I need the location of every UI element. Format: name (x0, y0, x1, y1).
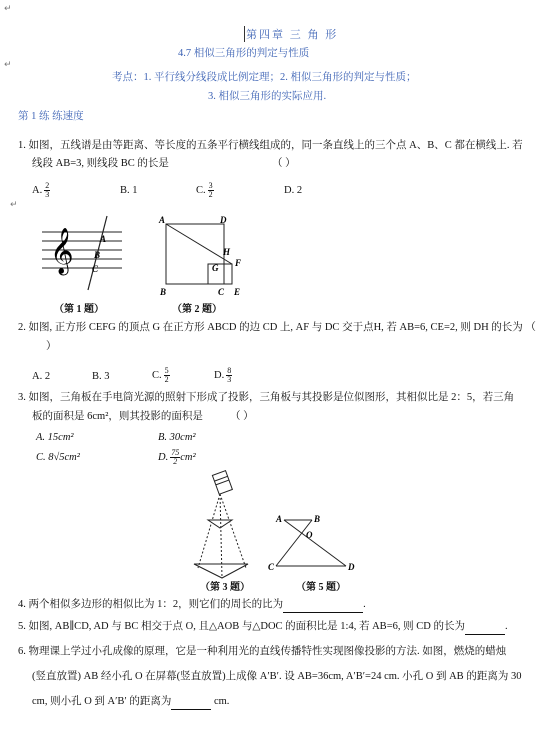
fraction: $\frac{5}{2}$ (164, 366, 169, 384)
q4-text: 4. 两个相似多边形的相似比为 1：2，则它们的周长的比为 . (18, 598, 366, 613)
staff-figure (38, 212, 124, 298)
q1-option-d[interactable]: D. 2 (284, 185, 303, 196)
figure-1-caption: （第 1 题） (54, 304, 104, 315)
fraction: $\frac{75}{2}$ (171, 448, 180, 466)
cross-label-c: C (268, 562, 275, 572)
focus-line-2: 3. 相似三角形的实际应用. (208, 91, 327, 102)
q3-text-line1: 3. 如图，三角板在手电筒光源的照射下形成了投影，三角板与其投影是位似图形，其相似比是 2：5，若三角 (18, 392, 515, 403)
q6-line1: 6. 物理课上学过小孔成像的原理，它是一种利用光的直线传播特性实现图像投影的方法. 如图，燃烧的蜡烛 (18, 646, 507, 657)
q3-option-b[interactable]: B. 30cm² (158, 432, 196, 443)
fraction: $\frac{2}{3}$ (45, 181, 50, 199)
lamp-figure (190, 468, 270, 590)
paragraph-mark: ↵ (4, 4, 12, 14)
q5-text: 5. 如图, AB∥CD, AD 与 BC 相交于点 O, 且△AOB 与△DOC 的面积比是 1:4, 若 AB=6, 则 CD 的长为 . (18, 620, 508, 635)
q3-option-a[interactable]: A. 15cm² (36, 432, 74, 443)
sq-label-e: E (234, 287, 241, 297)
q2-text-line2: ） (46, 341, 57, 352)
focus-line-1: 考点：1. 平行线分线段成比例定理；2. 相似三角形的判定与性质； (112, 72, 417, 83)
figure-2-caption: （第 2 题） (172, 304, 222, 315)
section-title: 4.7 相似三角形的判定与性质 (178, 48, 310, 59)
cross-label-b: B (314, 514, 321, 524)
cross-label-d: D (348, 562, 355, 572)
paragraph-mark: ↵ (4, 60, 12, 70)
cross-label-o: O (306, 530, 313, 540)
chapter-title: 第四章 三 角 形 (244, 26, 338, 42)
staff-label-c: C (92, 264, 99, 274)
paragraph-mark: ↵ (10, 200, 18, 210)
flashlight-icon (212, 471, 232, 495)
q6-line3: cm, 则小孔 O 到 A′B′ 的距离为 cm. (32, 695, 229, 710)
q3-paren: （ ） (230, 411, 254, 422)
fraction: $\frac{3}{2}$ (208, 181, 213, 199)
squares-figure (150, 212, 260, 302)
sq-label-d: D (220, 215, 227, 225)
sq-label-g: G (212, 263, 219, 273)
sq-label-c: C (218, 287, 225, 297)
fraction: $\frac{8}{3}$ (227, 366, 232, 384)
cross-label-a: A (276, 514, 283, 524)
staff-label-a: A (100, 234, 107, 244)
q1-paren: （ ） (272, 158, 296, 169)
q1-text-line2: 线段 AB=3, 则线段 BC 的长是 (32, 158, 169, 169)
sq-label-a: A (159, 215, 166, 225)
q6-answer-blank[interactable] (171, 695, 211, 710)
q1-option-c[interactable]: C. $\frac{3}{2}$ (196, 181, 213, 199)
staff-label-b: B (94, 250, 101, 260)
q2-text-line1: 2. 如图, 正方形 CEFG 的顶点 G 在正方形 ABCD 的边 CD 上, AF 与 DC 交于点H, 若 AB=6, CE=2, 则 DH 的长为 （ (18, 322, 536, 333)
practice-heading: 第 1 练 练速度 (18, 111, 84, 122)
q5-answer-blank[interactable] (465, 620, 505, 635)
q3-option-c[interactable]: C. 8√5cm² (36, 452, 80, 463)
q6-line2: (竖直放置) AB 经小孔 O 在屏幕(竖直放置)上成像 A′B′. 设 AB=36cm, A′B′=24 cm. 小孔 O 到 AB 的距离为 30 (32, 671, 522, 682)
sq-label-b: B (160, 287, 167, 297)
cross-figure (268, 508, 364, 574)
sq-label-f: F (235, 258, 242, 268)
q2-option-c[interactable]: C. $\frac{5}{2}$ (152, 366, 169, 384)
q1-option-b[interactable]: B. 1 (120, 185, 138, 196)
q3-option-d[interactable]: D. $\frac{75}{2}$ cm² (158, 448, 196, 466)
q3-text-line2: 板的面积是 6cm²，则其投影的面积是 (32, 411, 203, 422)
q2-option-a[interactable]: A. 2 (32, 371, 51, 382)
figure-3-caption: （第 3 题） (200, 582, 250, 593)
figure-5-caption: （第 5 题） (296, 582, 346, 593)
sq-label-h: H (223, 247, 231, 257)
q4-answer-blank[interactable] (283, 598, 363, 613)
q2-option-d[interactable]: D. $\frac{8}{3}$ (214, 366, 232, 384)
q1-option-a[interactable]: A. $\frac{2}{3}$ (32, 181, 50, 199)
q1-text-line1: 1. 如图，五线谱是由等距离、等长度的五条平行横线组成的，同一条直线上的三个点 A、B、C 都在横线上. 若 (18, 140, 523, 151)
treble-clef-icon: 𝄞 (50, 228, 74, 273)
q2-option-b[interactable]: B. 3 (92, 371, 110, 382)
